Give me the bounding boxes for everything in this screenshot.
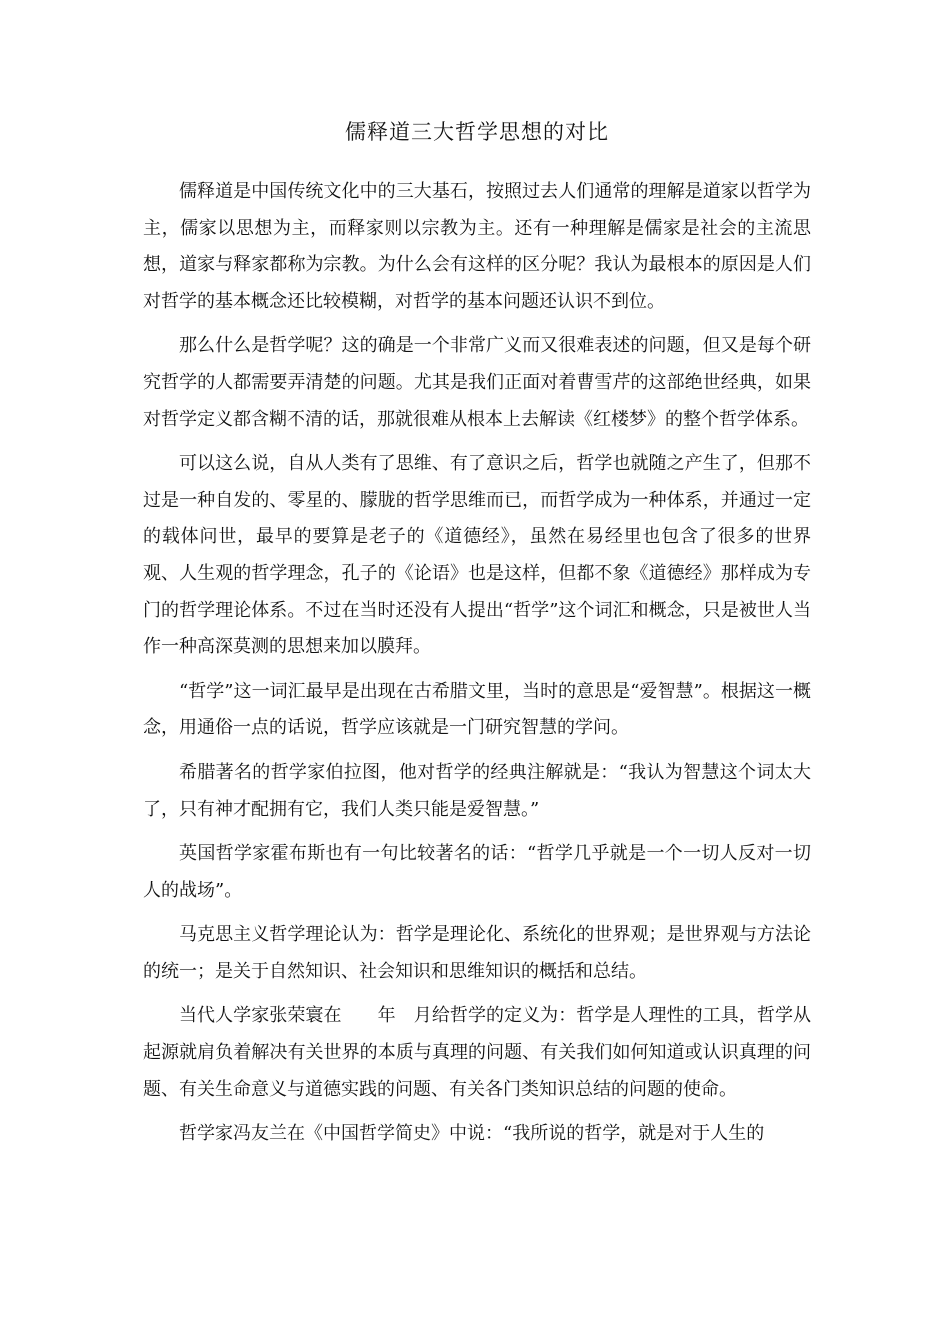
paragraph-9: 哲学家冯友兰在《中国哲学简史》中说：“我所说的哲学，就是对于人生的 <box>179 1123 765 1145</box>
paragraph-3: 可以这么说，自从人类有了思维、有了意识之后，哲学也就随之产生了，但那不过是一种自发的、零星的、朦胧的哲学思维而已，而哲学成为一种体系，并通过一定的载体问世，最早的要算是老子的《道德经》，虽然在易经里也包含了很多的世界观、人生观的哲学理念，孔子的《论语》也是这样，但都不象《道德经》那样成为专门的哲学理论体系。不过在当时还没有人提出“哲学”这个词汇和概念，只是被世人当作一种高深莫测的思想来加以膜拜。 <box>143 453 811 658</box>
paragraph-8: 当代人学家张荣寰在 年 月给哲学的定义为：哲学是人理性的工具，哲学从起源就肩负着解决有关世界的本质与真理的问题、有关我们如何知道或认识真理的问题、有关生命意义与道德实践的问题、有关各门类知识总结的问题的使命。 <box>143 1005 811 1100</box>
paragraph-2: 那么什么是哲学呢？这的确是一个非常广义而又很难表述的问题，但又是每个研究哲学的人都需要弄清楚的问题。尤其是我们正面对着曹雪芹的这部绝世经典，如果对哲学定义都含糊不清的话，那就很难从根本上去解读《红楼梦》的整个哲学体系。 <box>143 335 811 430</box>
paragraph-4: “哲学”这一词汇最早是出现在古希腊文里，当时的意思是“爱智慧”。根据这一概念，用通俗一点的话说，哲学应该就是一门研究智慧的学问。 <box>143 680 811 739</box>
paragraph-1: 儒释道是中国传统文化中的三大基石，按照过去人们通常的理解是道家以哲学为主，儒家以思想为主，而释家则以宗教为主。还有一种理解是儒家是社会的主流思想，道家与释家都称为宗教。为什么会有这样的区分呢？我认为最根本的原因是人们对哲学的基本概念还比较模糊，对哲学的基本问题还认识不到位。 <box>143 181 811 312</box>
document-title: 儒释道三大哲学思想的对比 <box>345 120 609 144</box>
paragraph-5: 希腊著名的哲学家伯拉图，他对哲学的经典注解就是：“我认为智慧这个词太大了，只有神才配拥有它，我们人类只能是爱智慧。” <box>143 761 811 820</box>
document-page <box>143 112 811 1161</box>
paragraph-7: 马克思主义哲学理论认为：哲学是理论化、系统化的世界观；是世界观与方法论的统一；是关于自然知识、社会知识和思维知识的概括和总结。 <box>143 924 811 982</box>
paragraph-6: 英国哲学家霍布斯也有一句比较著名的话：“哲学几乎就是一个一切人反对一切人的战场”。 <box>143 843 811 901</box>
